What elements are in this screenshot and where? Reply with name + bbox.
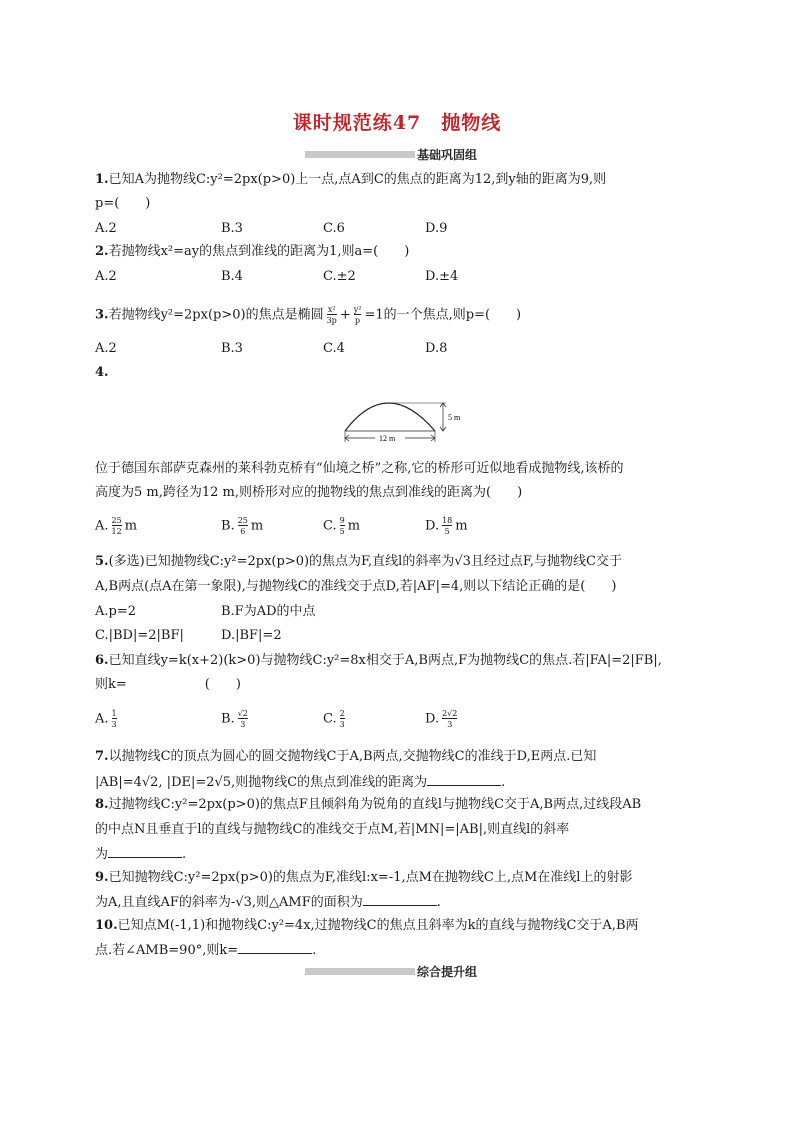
question-text: 已知抛物线C:y²=2px(p>0)的焦点为F,准线l:x=-1,点M在抛物线C上,点M在准线l上的射影 xyxy=(108,870,633,885)
bridge-parabola-diagram xyxy=(335,383,465,449)
question-10 xyxy=(95,917,639,935)
option-b: B.3 xyxy=(221,221,243,236)
question-1-line2: p=( ) xyxy=(95,196,151,211)
option-a: A.2 xyxy=(95,269,117,284)
option-b: B.3 xyxy=(221,341,243,356)
option-d: D.|BF|=2 xyxy=(221,628,282,643)
option-d: D.8 xyxy=(425,341,448,356)
option-a: A.2 xyxy=(95,221,117,236)
question-8-line3: 为 . xyxy=(95,847,187,862)
question-2 xyxy=(95,243,409,261)
option-a: A.2 xyxy=(95,341,117,356)
option-c: C.|BD|=2|BF| xyxy=(95,628,184,643)
question-1 xyxy=(95,171,606,189)
question-number: 2. xyxy=(95,244,109,259)
section-bar xyxy=(305,151,415,158)
option-c: C.±2 xyxy=(323,269,356,284)
option-a: A.p=2 xyxy=(95,604,137,619)
option-c: C. $\frac{2}{3}$ xyxy=(323,709,345,729)
question-number: 7. xyxy=(95,749,109,764)
question-text: 已知直线y=k(x+2)(k>0)与抛物线C:y²=8x相交于A,B两点,F为抛物线C的焦点.若|FA|=2|FB|, xyxy=(108,653,662,668)
question-number: 8. xyxy=(95,797,109,812)
page-title: 课时规范练47 抛物线 xyxy=(292,112,502,134)
question-7 xyxy=(95,748,596,766)
fraction-y2-over-p: $\frac{\text{y²}}{p}$ xyxy=(353,305,362,325)
question-text: 已知点M(-1,1)和抛物线C:y²=4x,过抛物线C的焦点且斜率为k的直线与抛物线C交于A,B两 xyxy=(117,918,639,933)
question-10-line2: 点.若∠AMB=90°,则k= . xyxy=(95,943,317,958)
option-c: C.6 xyxy=(323,221,345,236)
option-d: D.±4 xyxy=(425,269,459,284)
section-bar xyxy=(305,968,415,975)
option-b: B. $\frac{√2}{3}$ xyxy=(221,709,248,729)
option-b: B. $\frac{25}{6}$ m xyxy=(221,516,264,536)
question-number: 6. xyxy=(95,653,109,668)
question-9-line2: 为A,且直线AF的斜率为-√3,则△AMF的面积为 . xyxy=(95,895,441,910)
answer-blank[interactable] xyxy=(238,941,312,954)
question-number: 9. xyxy=(95,870,109,885)
question-text: 过抛物线C:y²=2px(p>0)的焦点F且倾斜角为锐角的直线l与抛物线C交于A,B两点,过线段AB xyxy=(108,797,642,812)
option-c: C. $\frac{9}{5}$ m xyxy=(323,516,361,536)
question-3: 3.若抛物线y²=2px(p>0)的焦点是椭圆 $\frac{\text{x²}}{3p}$ + $\frac{\text{y²}}{p}$ =1的一个焦点,则p=( ) xyxy=(95,305,522,325)
question-number: 3. xyxy=(95,307,109,323)
option-c: C.4 xyxy=(323,341,345,356)
question-4-line2: 高度为5 m,跨径为12 m,则桥形对应的抛物线的焦点到准线的距离为( ) xyxy=(95,485,523,500)
section-header-basic xyxy=(305,146,500,162)
answer-blank[interactable] xyxy=(363,893,437,906)
question-text-end: =1的一个焦点,则p=( ) xyxy=(364,307,522,323)
option-a: A. $\frac{25}{12}$ m xyxy=(95,516,138,536)
question-number: 10. xyxy=(95,918,118,933)
question-4-line1: 位于德国东部萨克森州的莱科勃克桥有“仙境之桥”之称,它的桥形可近似地看成抛物线,该桥的 xyxy=(95,461,624,476)
fraction-x2-over-3p: $\frac{\text{x²}}{3p}$ xyxy=(326,305,337,325)
option-b: B.4 xyxy=(221,269,243,284)
option-d: D.9 xyxy=(425,221,448,236)
question-9 xyxy=(95,869,632,887)
question-6-line2: 则k= ( ) xyxy=(95,677,241,692)
question-number: 5. xyxy=(95,554,109,569)
answer-blank[interactable] xyxy=(427,773,501,786)
section-header-advanced xyxy=(305,963,500,979)
question-text: 若抛物线y²=2px(p>0)的焦点是椭圆 xyxy=(108,307,324,323)
question-5 xyxy=(95,553,622,571)
option-d: D. $\frac{2√2}{3}$ xyxy=(425,709,458,729)
question-text: 以抛物线C的顶点为圆心的圆交抛物线C于A,B两点,交抛物线C的准线于D,E两点.已知 xyxy=(108,749,597,764)
question-text: 若抛物线x²=ay的焦点到准线的距离为1,则a=( ) xyxy=(108,244,410,259)
question-8 xyxy=(95,796,641,814)
option-b: B.F为AD的中点 xyxy=(221,604,316,619)
span-label: 12 m xyxy=(379,434,396,443)
question-5-line2: A,B两点(点A在第一象限),与抛物线C的准线交于点D,若|AF|=4,则以下结论正确的是( ) xyxy=(95,579,617,594)
section-label: 综合提升组 xyxy=(417,964,478,979)
question-text: (多选)已知抛物线C:y²=2px(p>0)的焦点为F,直线l的斜率为√3且经过点F,与抛物线C交于 xyxy=(108,554,622,569)
section-label: 基础巩固组 xyxy=(417,147,478,162)
question-6 xyxy=(95,652,662,670)
parabola-arch xyxy=(345,403,435,431)
option-d: D. $\frac{18}{5}$ m xyxy=(425,516,468,536)
question-text: 已知A为抛物线C:y²=2px(p>0)上一点,点A到C的焦点的距离为12,到y轴的距离为9,则 xyxy=(108,172,607,187)
option-a: A. $\frac{1}{3}$ xyxy=(95,709,117,729)
question-7-line2: |AB|=4√2, |DE|=2√5,则抛物线C的焦点到准线的距离为 . xyxy=(95,775,506,790)
answer-blank[interactable] xyxy=(108,845,182,858)
height-label: 5 m xyxy=(448,413,461,422)
question-8-line2: 的中点N且垂直于l的直线与抛物线C的准线交于点M,若|MN|=|AB|,则直线l的斜率 xyxy=(95,822,570,837)
question-number: 1. xyxy=(95,172,109,187)
question-4-number: 4. xyxy=(95,365,109,380)
